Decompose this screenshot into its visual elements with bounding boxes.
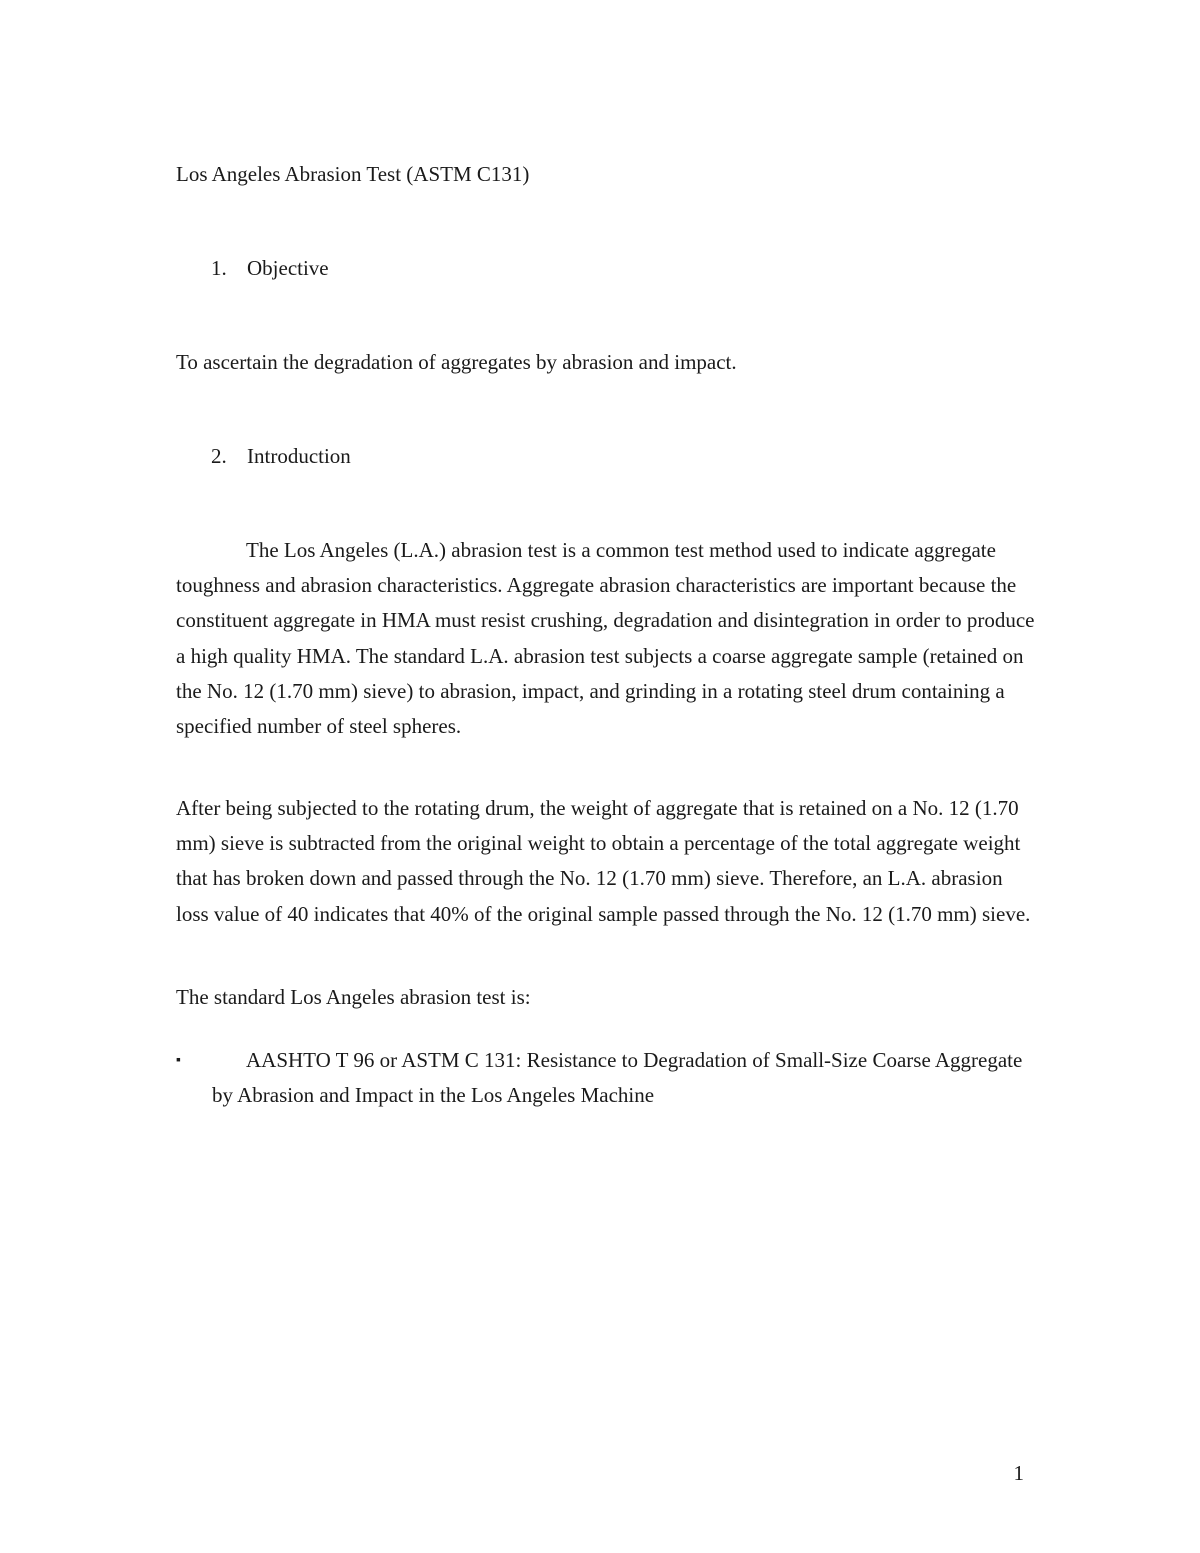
section-heading-objective xyxy=(211,251,329,286)
introduction-paragraph: The standard Los Angeles abrasion test is: xyxy=(176,985,531,1009)
square-bullet-icon: ▪ xyxy=(176,1053,181,1068)
list-item xyxy=(176,1043,1036,1113)
list-item-text: AASHTO T 96 or ASTM C 131: Resistance to Degradation of Small-Size Coarse Aggregate by Abrasion and Impact in the Los Angeles Machine xyxy=(212,1048,1023,1108)
introduction-paragraph: The Los Angeles (L.A.) abrasion test is a common test method used to indicate aggregate toughness and abrasion characteristics. Aggregate abrasion characteristics are important because the constituent aggregate in HMA must resist crushing, degradation and disintegration in order to produce a high quality HMA. The standard L.A. abrasion test subjects a coarse aggregate sample (retained on the No. 12 (1.70 mm) sieve) to abrasion, impact, and grinding in a rotating steel drum containing a specified number of steel spheres. xyxy=(176,538,1035,739)
section-title: Introduction xyxy=(247,444,351,468)
section-title: Objective xyxy=(247,256,329,280)
document-title: Los Angeles Abrasion Test (ASTM C131) xyxy=(176,162,530,186)
section-number: 1. xyxy=(211,256,227,280)
introduction-paragraph: After being subjected to the rotating drum, the weight of aggregate that is retained on a No. 12 (1.70 mm) sieve is subtracted from the original weight to obtain a percentage of the total aggregate weight that has broken down and passed through the No. 12 (1.70 mm) sieve. Therefore, an L.A. abrasion loss value of 40 indicates that 40% of the original sample passed through the No. 12 (1.70 mm) sieve. xyxy=(176,796,1031,926)
objective-paragraph: To ascertain the degradation of aggregates by abrasion and impact. xyxy=(176,350,737,374)
section-heading-introduction xyxy=(211,439,351,474)
section-number: 2. xyxy=(211,444,227,468)
page-number: 1 xyxy=(1013,1461,1024,1485)
